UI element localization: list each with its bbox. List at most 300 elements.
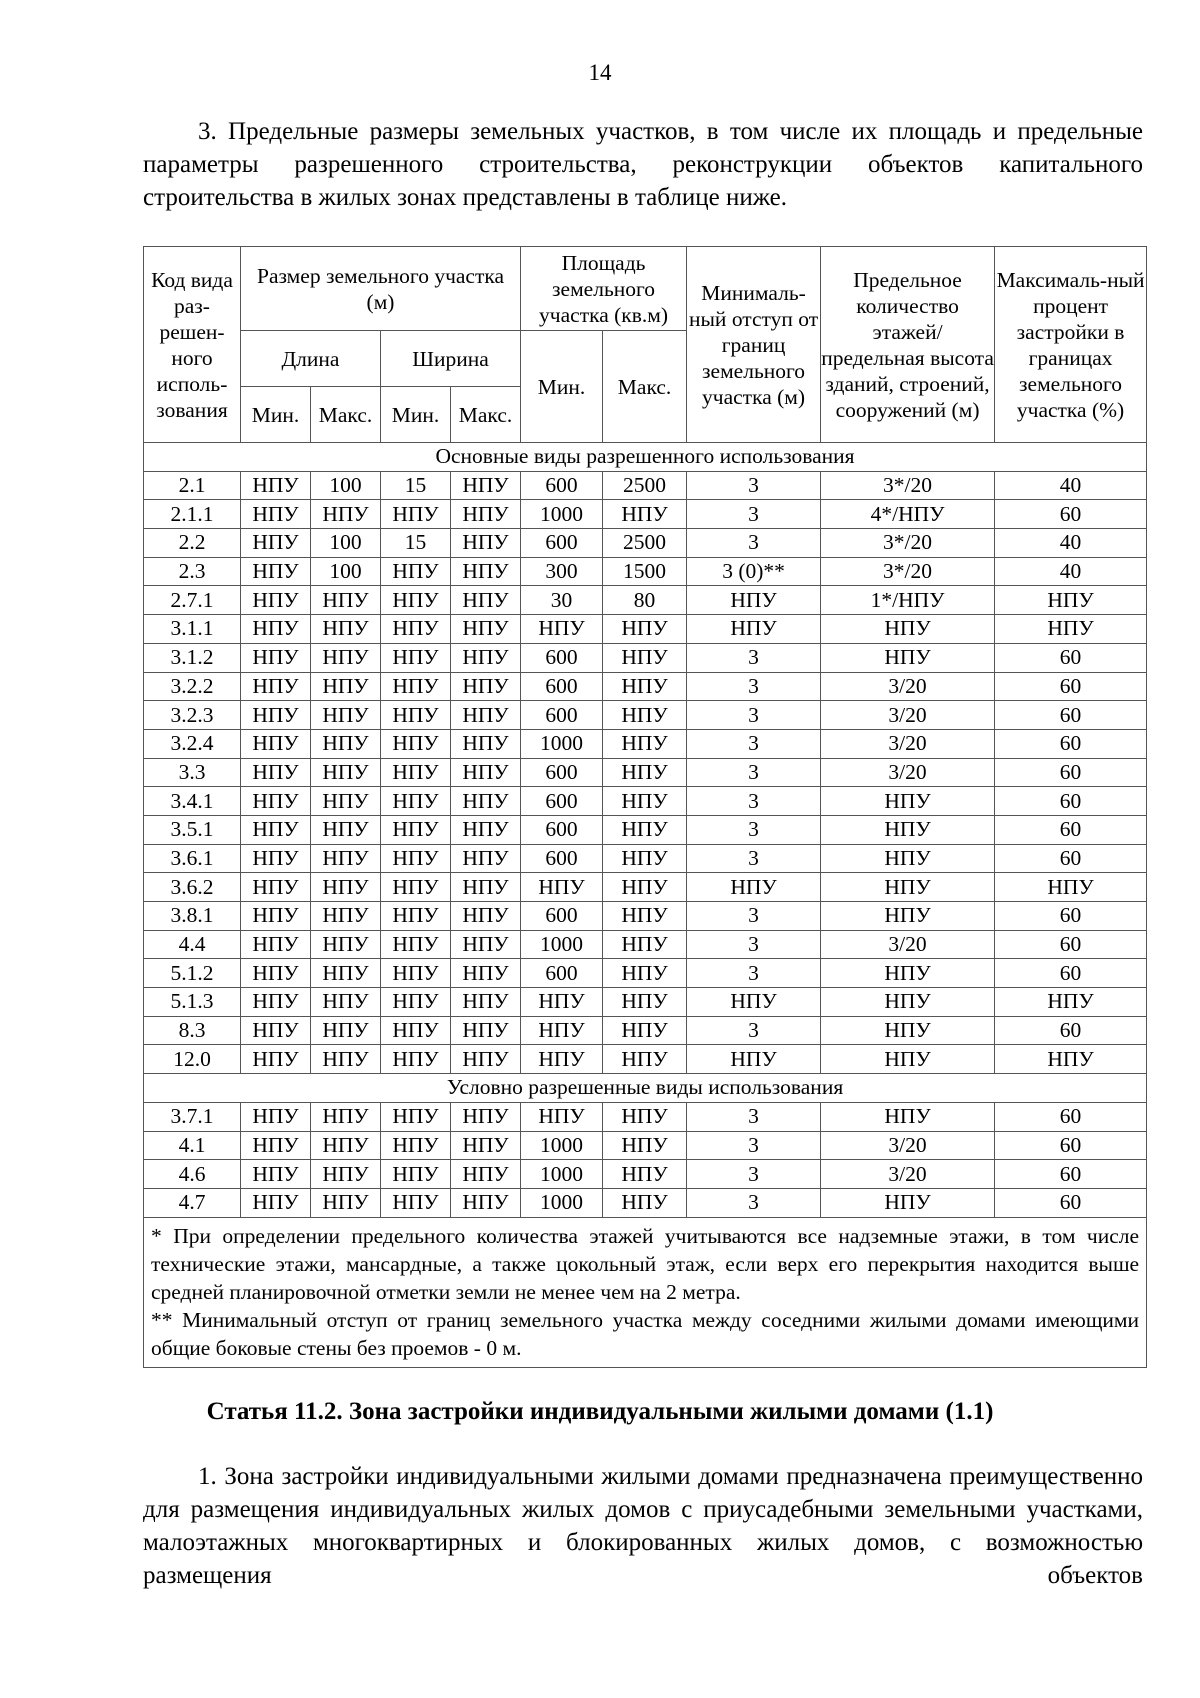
table-cell: 100 <box>311 557 381 586</box>
table-cell: НПУ <box>311 815 381 844</box>
table-cell: 3.2.4 <box>144 729 241 758</box>
table-cell: 3/20 <box>821 672 995 701</box>
table-cell: НПУ <box>451 1188 521 1217</box>
table-cell: 3.6.2 <box>144 873 241 902</box>
table-cell: НПУ <box>241 557 311 586</box>
table-cell: НПУ <box>241 930 311 959</box>
table-cell: НПУ <box>311 844 381 873</box>
table-cell: НПУ <box>381 729 451 758</box>
table-cell: НПУ <box>241 701 311 730</box>
table-cell: 600 <box>521 844 603 873</box>
table-cell: НПУ <box>241 1131 311 1160</box>
table-cell: 600 <box>521 701 603 730</box>
table-cell: НПУ <box>821 844 995 873</box>
table-cell: НПУ <box>381 1016 451 1045</box>
table-cell: НПУ <box>311 1045 381 1074</box>
table-cell: НПУ <box>687 988 821 1017</box>
table-cell: 3.2.2 <box>144 672 241 701</box>
table-cell: 3/20 <box>821 1160 995 1189</box>
table-cell: 1000 <box>521 1160 603 1189</box>
table-cell: НПУ <box>381 615 451 644</box>
table-cell: 8.3 <box>144 1016 241 1045</box>
table-cell: 1*/НПУ <box>821 586 995 615</box>
table-cell: 2500 <box>603 529 687 558</box>
table-cell: НПУ <box>451 701 521 730</box>
table-cell: НПУ <box>311 500 381 529</box>
table-cell: 1000 <box>521 500 603 529</box>
table-cell: НПУ <box>603 672 687 701</box>
table-cell: НПУ <box>241 615 311 644</box>
table-cell: НПУ <box>603 959 687 988</box>
table-cell: НПУ <box>241 643 311 672</box>
table-cell: НПУ <box>381 701 451 730</box>
table-cell: 60 <box>995 787 1147 816</box>
table-cell: 3.7.1 <box>144 1102 241 1131</box>
page-number: 14 <box>588 60 612 85</box>
table-cell: НПУ <box>381 758 451 787</box>
table-cell: НПУ <box>241 1016 311 1045</box>
table-cell: НПУ <box>821 959 995 988</box>
table-cell: НПУ <box>603 1160 687 1189</box>
table-cell: НПУ <box>311 1188 381 1217</box>
table-cell: 1000 <box>521 1131 603 1160</box>
table-cell: НПУ <box>603 500 687 529</box>
header-length-min: Мин. <box>241 387 311 443</box>
table-cell: 2.2 <box>144 529 241 558</box>
table-cell: 3 <box>687 902 821 931</box>
table-cell: НПУ <box>821 1016 995 1045</box>
table-row <box>144 844 1147 873</box>
table-cell: 3.5.1 <box>144 815 241 844</box>
table-cell: НПУ <box>381 672 451 701</box>
table-cell: 60 <box>995 1160 1147 1189</box>
table-row <box>144 902 1147 931</box>
table-cell: 2.3 <box>144 557 241 586</box>
table-cell: НПУ <box>451 902 521 931</box>
table-cell: НПУ <box>381 930 451 959</box>
table-row <box>144 930 1147 959</box>
table-cell: НПУ <box>241 873 311 902</box>
table-cell: 3 <box>687 1131 821 1160</box>
footnote: ** Минимальный отступ от границ земельного участка между соседними жилыми домами имеющими общие боковые стены без проемов - 0 м. <box>151 1307 1140 1360</box>
table-row <box>144 815 1147 844</box>
header-area-min: Мин. <box>521 331 603 443</box>
table-row <box>144 1102 1147 1131</box>
table-cell: НПУ <box>821 902 995 931</box>
table-cell: НПУ <box>241 1188 311 1217</box>
table-cell: 3.8.1 <box>144 902 241 931</box>
table-cell: НПУ <box>451 1102 521 1131</box>
table-cell: 3 <box>687 1160 821 1189</box>
table-row <box>144 988 1147 1017</box>
table-cell: НПУ <box>311 902 381 931</box>
table-cell: 3 <box>687 729 821 758</box>
table-cell: НПУ <box>521 1102 603 1131</box>
intro-paragraph: 3. Предельные размеры земельных участков, в том числе их площадь и предельные параметры разрешенного строительства, реконструкции объектов капитального строительства в жилых зонах представлены в таблице ниже. <box>143 118 1143 211</box>
table-cell: 80 <box>603 586 687 615</box>
table-cell: НПУ <box>381 787 451 816</box>
article-paragraph: 1. Зона застройки индивидуальными жилыми домами предназначена преимущественно для размещения индивидуальных жилых домов с приусадебными земельными участками, малоэтажных многоквартирных и блокированных жилых домов, с возможностью размещения объектов <box>143 1463 1143 1589</box>
table-cell: НПУ <box>311 729 381 758</box>
table-cell: НПУ <box>311 701 381 730</box>
header-coverage: Максималь-ный процент застройки в границах земельного участка (%) <box>995 247 1147 443</box>
footnote: * При определении предельного количества этажей учитываются все надземные этажи, в том числе технические этажи, мансардные, а также цокольный этаж, если верх его перекрытия находится выше средней планировочной отметки земли не менее чем на 2 метра. <box>151 1223 1140 1304</box>
table-cell: НПУ <box>241 529 311 558</box>
table-cell: НПУ <box>311 1102 381 1131</box>
table-cell: 3 <box>687 815 821 844</box>
table-cell: 2500 <box>603 471 687 500</box>
table-cell: 60 <box>995 815 1147 844</box>
table-cell: НПУ <box>451 815 521 844</box>
table-cell: НПУ <box>381 988 451 1017</box>
table-cell: 600 <box>521 787 603 816</box>
header-area: Площадь земельного участка (кв.м) <box>521 247 687 331</box>
table-cell: НПУ <box>821 643 995 672</box>
table-cell: НПУ <box>241 729 311 758</box>
table-cell: НПУ <box>451 787 521 816</box>
table-cell: НПУ <box>821 615 995 644</box>
table-cell: НПУ <box>521 873 603 902</box>
table-cell: НПУ <box>451 471 521 500</box>
table-cell: НПУ <box>381 1160 451 1189</box>
table-cell: НПУ <box>311 758 381 787</box>
table-cell: 60 <box>995 902 1147 931</box>
table-cell: НПУ <box>821 1188 995 1217</box>
table-row <box>144 615 1147 644</box>
table-row <box>144 586 1147 615</box>
table-row <box>144 959 1147 988</box>
table-cell: НПУ <box>687 1045 821 1074</box>
table-cell: НПУ <box>821 988 995 1017</box>
table-cell: 3 <box>687 930 821 959</box>
table-cell: НПУ <box>311 787 381 816</box>
table-cell: 60 <box>995 1131 1147 1160</box>
table-cell: НПУ <box>381 1045 451 1074</box>
table-cell: НПУ <box>451 1016 521 1045</box>
table-cell: НПУ <box>451 615 521 644</box>
table-cell: 60 <box>995 1102 1147 1131</box>
table-cell: 3.1.2 <box>144 643 241 672</box>
table-cell: 1000 <box>521 729 603 758</box>
table-cell: НПУ <box>311 1160 381 1189</box>
table-cell: НПУ <box>521 1045 603 1074</box>
table-cell: НПУ <box>451 959 521 988</box>
table-cell: НПУ <box>451 586 521 615</box>
table-row <box>144 758 1147 787</box>
table-row <box>144 529 1147 558</box>
table-cell: НПУ <box>603 1016 687 1045</box>
table-cell: 4.4 <box>144 930 241 959</box>
table-cell: НПУ <box>603 787 687 816</box>
table-cell: НПУ <box>381 500 451 529</box>
header-width-min: Мин. <box>381 387 451 443</box>
header-length: Длина <box>241 331 381 387</box>
header-width-max: Макс. <box>451 387 521 443</box>
table-cell: 3 <box>687 1016 821 1045</box>
table-notes <box>144 1217 1147 1367</box>
header-length-max: Макс. <box>311 387 381 443</box>
table-cell: НПУ <box>381 1102 451 1131</box>
section-title: Условно разрешенные виды использования <box>144 1074 1147 1103</box>
table-cell: 600 <box>521 672 603 701</box>
header-floors: Предельное количество этажей/ предельная высота зданий, строений, сооружений (м) <box>821 247 995 443</box>
table-cell: НПУ <box>687 873 821 902</box>
table-cell: 4*/НПУ <box>821 500 995 529</box>
table-cell: НПУ <box>451 500 521 529</box>
table-cell: 60 <box>995 1188 1147 1217</box>
table-cell: НПУ <box>241 988 311 1017</box>
table-row <box>144 1160 1147 1189</box>
table-cell: НПУ <box>311 672 381 701</box>
table-cell: НПУ <box>381 586 451 615</box>
table-cell: НПУ <box>603 1188 687 1217</box>
table-cell: НПУ <box>381 902 451 931</box>
table-cell: 40 <box>995 557 1147 586</box>
table-cell: 100 <box>311 471 381 500</box>
table-row <box>144 1045 1147 1074</box>
table-cell: НПУ <box>451 729 521 758</box>
table-cell: 3 <box>687 787 821 816</box>
table-cell: 3.6.1 <box>144 844 241 873</box>
table-cell: НПУ <box>241 1102 311 1131</box>
table-cell: НПУ <box>451 1131 521 1160</box>
table-cell: 60 <box>995 643 1147 672</box>
table-cell: НПУ <box>451 873 521 902</box>
table-cell: НПУ <box>521 615 603 644</box>
table-cell: 600 <box>521 758 603 787</box>
section-title: Основные виды разрешенного использования <box>144 443 1147 472</box>
table-cell: 12.0 <box>144 1045 241 1074</box>
table-cell: НПУ <box>451 930 521 959</box>
table-cell: 4.7 <box>144 1188 241 1217</box>
table-cell: НПУ <box>241 1160 311 1189</box>
table-cell: НПУ <box>687 586 821 615</box>
table-cell: НПУ <box>603 1045 687 1074</box>
table-row <box>144 729 1147 758</box>
table-cell: 60 <box>995 959 1147 988</box>
table-cell: 3 <box>687 701 821 730</box>
table-cell: 2.7.1 <box>144 586 241 615</box>
table-cell: НПУ <box>821 815 995 844</box>
table-cell: 3.1.1 <box>144 615 241 644</box>
table-row <box>144 1016 1147 1045</box>
table-cell: НПУ <box>311 1016 381 1045</box>
table-cell: НПУ <box>995 988 1147 1017</box>
table-cell: НПУ <box>687 615 821 644</box>
table-cell: 3.3 <box>144 758 241 787</box>
table-cell: НПУ <box>311 615 381 644</box>
table-cell: 3 <box>687 1188 821 1217</box>
table-cell: 3/20 <box>821 701 995 730</box>
table-cell: 600 <box>521 643 603 672</box>
table-cell: НПУ <box>821 787 995 816</box>
table-cell: НПУ <box>311 959 381 988</box>
table-cell: НПУ <box>603 729 687 758</box>
table-cell: НПУ <box>311 1131 381 1160</box>
table-cell: НПУ <box>603 643 687 672</box>
table-cell: НПУ <box>603 988 687 1017</box>
table-cell: 3*/20 <box>821 471 995 500</box>
table-cell: НПУ <box>821 873 995 902</box>
table-cell: НПУ <box>311 586 381 615</box>
table-cell: НПУ <box>451 643 521 672</box>
header-plot-size: Размер земельного участка (м) <box>241 247 521 331</box>
table-cell: НПУ <box>311 643 381 672</box>
header-width: Ширина <box>381 331 521 387</box>
table-row <box>144 787 1147 816</box>
table-cell: НПУ <box>241 500 311 529</box>
table-cell: 2.1.1 <box>144 500 241 529</box>
table-cell: 60 <box>995 500 1147 529</box>
table-cell: НПУ <box>995 1045 1147 1074</box>
table-cell: НПУ <box>311 930 381 959</box>
table-cell: НПУ <box>381 557 451 586</box>
table-row <box>144 1188 1147 1217</box>
table-cell: НПУ <box>821 1045 995 1074</box>
table-cell: НПУ <box>521 988 603 1017</box>
table-cell: 3 <box>687 529 821 558</box>
section-header-row <box>144 443 1147 472</box>
table-cell: 3 <box>687 672 821 701</box>
table-cell: НПУ <box>241 959 311 988</box>
section-header-row <box>144 1074 1147 1103</box>
table-cell: НПУ <box>241 787 311 816</box>
table-row <box>144 1131 1147 1160</box>
table-cell: НПУ <box>603 815 687 844</box>
header-code: Код вида раз-решен-ного исполь-зования <box>144 247 241 443</box>
table-cell: 4.6 <box>144 1160 241 1189</box>
notes-row <box>144 1217 1147 1367</box>
table-cell: 60 <box>995 701 1147 730</box>
table-cell: НПУ <box>381 1188 451 1217</box>
table-cell: НПУ <box>381 643 451 672</box>
table-row <box>144 873 1147 902</box>
table-cell: 60 <box>995 1016 1147 1045</box>
table-cell: НПУ <box>241 672 311 701</box>
table-row <box>144 643 1147 672</box>
table-cell: НПУ <box>521 1016 603 1045</box>
table-cell: 3 <box>687 1102 821 1131</box>
table-cell: НПУ <box>451 529 521 558</box>
table-cell: НПУ <box>241 471 311 500</box>
table-cell: 600 <box>521 471 603 500</box>
table-cell: НПУ <box>995 873 1147 902</box>
table-cell: 300 <box>521 557 603 586</box>
table-cell: 60 <box>995 930 1147 959</box>
table-cell: 4.1 <box>144 1131 241 1160</box>
table-row <box>144 701 1147 730</box>
table-cell: НПУ <box>603 615 687 644</box>
table-cell: НПУ <box>451 844 521 873</box>
table-row <box>144 471 1147 500</box>
table-cell: 3/20 <box>821 1131 995 1160</box>
table-cell: НПУ <box>603 701 687 730</box>
table-cell: НПУ <box>603 758 687 787</box>
table-row <box>144 557 1147 586</box>
table-cell: НПУ <box>603 1131 687 1160</box>
table-cell: НПУ <box>603 902 687 931</box>
table-cell: 40 <box>995 529 1147 558</box>
table-cell: НПУ <box>603 930 687 959</box>
table-cell: 3*/20 <box>821 557 995 586</box>
table-cell: 600 <box>521 959 603 988</box>
table-cell: НПУ <box>311 873 381 902</box>
table-cell: НПУ <box>381 815 451 844</box>
table-cell: 3 <box>687 500 821 529</box>
table-cell: 1000 <box>521 1188 603 1217</box>
table-cell: НПУ <box>381 873 451 902</box>
table-row <box>144 672 1147 701</box>
table-cell: НПУ <box>451 988 521 1017</box>
table-cell: НПУ <box>241 815 311 844</box>
table-cell: НПУ <box>451 557 521 586</box>
table-cell: 15 <box>381 471 451 500</box>
table-cell: 3/20 <box>821 930 995 959</box>
table-cell: 3.4.1 <box>144 787 241 816</box>
table-cell: НПУ <box>241 902 311 931</box>
table-cell: 3.2.3 <box>144 701 241 730</box>
table-cell: 3 <box>687 758 821 787</box>
table-cell: НПУ <box>241 758 311 787</box>
table-cell: 3*/20 <box>821 529 995 558</box>
table-cell: НПУ <box>451 1160 521 1189</box>
table-cell: 600 <box>521 902 603 931</box>
table-cell: 60 <box>995 729 1147 758</box>
table-cell: НПУ <box>995 586 1147 615</box>
table-cell: 3/20 <box>821 729 995 758</box>
table-cell: 5.1.2 <box>144 959 241 988</box>
table-cell: 3 <box>687 959 821 988</box>
table-cell: 3/20 <box>821 758 995 787</box>
table-cell: НПУ <box>241 1045 311 1074</box>
table-cell: НПУ <box>451 1045 521 1074</box>
table-cell: 3 (0)** <box>687 557 821 586</box>
table-cell: 30 <box>521 586 603 615</box>
table-cell: НПУ <box>603 844 687 873</box>
table-cell: 600 <box>521 529 603 558</box>
header-setback: Минималь-ный отступ от границ земельного участка (м) <box>687 247 821 443</box>
table-cell: НПУ <box>451 758 521 787</box>
table-cell: 100 <box>311 529 381 558</box>
table-cell: НПУ <box>381 844 451 873</box>
table-cell: 60 <box>995 844 1147 873</box>
table-cell: 40 <box>995 471 1147 500</box>
table-cell: 2.1 <box>144 471 241 500</box>
table-cell: НПУ <box>451 672 521 701</box>
table-cell: 3 <box>687 471 821 500</box>
table-cell: 60 <box>995 758 1147 787</box>
table-cell: 3 <box>687 643 821 672</box>
table-cell: 1500 <box>603 557 687 586</box>
table-cell: НПУ <box>603 873 687 902</box>
table-cell: НПУ <box>241 844 311 873</box>
table-cell: НПУ <box>603 1102 687 1131</box>
table-cell: 60 <box>995 672 1147 701</box>
table-cell: 15 <box>381 529 451 558</box>
table-cell: 600 <box>521 815 603 844</box>
table-cell: НПУ <box>821 1102 995 1131</box>
table-cell: НПУ <box>311 988 381 1017</box>
article-title: Статья 11.2. Зона застройки индивидуальными жилыми домами (1.1) <box>206 1398 994 1425</box>
table-cell: 1000 <box>521 930 603 959</box>
table-cell: НПУ <box>995 615 1147 644</box>
table-row <box>144 500 1147 529</box>
header-area-max: Макс. <box>603 331 687 443</box>
table-cell: 5.1.3 <box>144 988 241 1017</box>
zoning-parameters-table <box>143 246 1147 1368</box>
table-cell: НПУ <box>381 1131 451 1160</box>
table-cell: 3 <box>687 844 821 873</box>
